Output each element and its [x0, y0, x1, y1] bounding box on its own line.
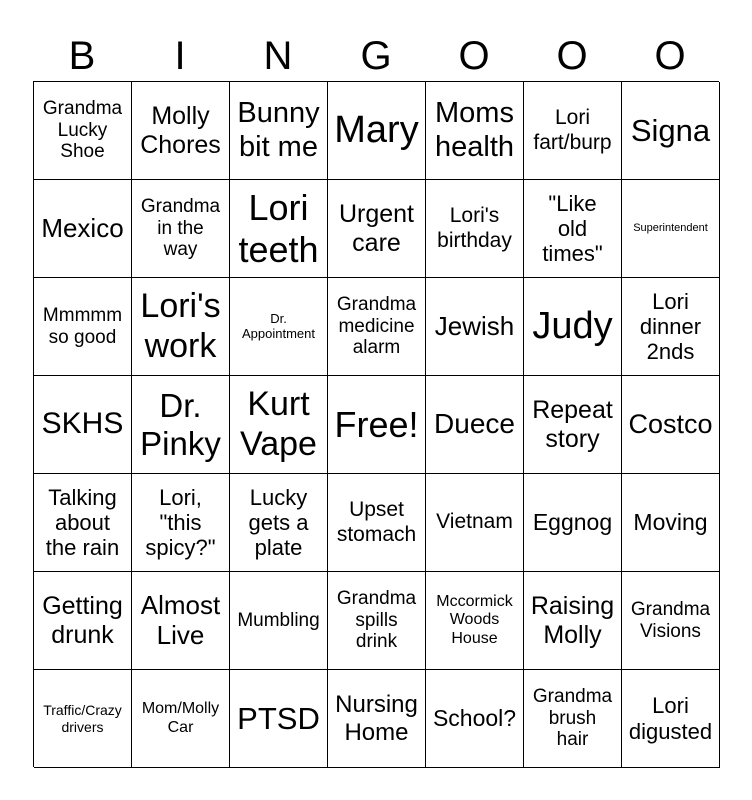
bingo-cell[interactable]: Grandma brush hair — [524, 670, 622, 768]
bingo-cell[interactable]: Grandma medicine alarm — [328, 278, 426, 376]
bingo-cell[interactable]: Raising Molly — [524, 572, 622, 670]
bingo-cell[interactable]: Superintendent — [622, 180, 720, 278]
bingo-cell[interactable]: Dr. Pinky — [132, 376, 230, 474]
bingo-cell[interactable]: Mary — [328, 82, 426, 180]
header-letter-b: B — [68, 34, 96, 78]
bingo-card-grid — [33, 81, 719, 767]
bingo-cell[interactable]: Lori dinner 2nds — [622, 278, 720, 376]
bingo-cell[interactable]: Moving — [622, 474, 720, 572]
bingo-cell[interactable]: Costco — [622, 376, 720, 474]
header-letter-o-2: O — [556, 34, 588, 78]
bingo-cell[interactable]: Dr. Appointment — [230, 278, 328, 376]
header-letter-n: N — [263, 34, 293, 78]
bingo-cell[interactable]: Mmmmm so good — [34, 278, 132, 376]
bingo-cell[interactable]: Eggnog — [524, 474, 622, 572]
bingo-cell[interactable]: Moms health — [426, 82, 524, 180]
bingo-cell[interactable]: Urgent care — [328, 180, 426, 278]
bingo-header — [33, 32, 719, 80]
bingo-cell[interactable]: Vietnam — [426, 474, 524, 572]
bingo-cell[interactable]: Repeat story — [524, 376, 622, 474]
bingo-cell[interactable]: Duece — [426, 376, 524, 474]
bingo-cell[interactable]: SKHS — [34, 376, 132, 474]
bingo-cell[interactable]: Lori, "this spicy?" — [132, 474, 230, 572]
header-letter-o-1: O — [458, 34, 490, 78]
header-letter-g: G — [360, 34, 392, 78]
bingo-cell[interactable]: Lucky gets a plate — [230, 474, 328, 572]
bingo-cell[interactable]: Almost Live — [132, 572, 230, 670]
header-letter-o-3: O — [654, 34, 686, 78]
bingo-cell[interactable]: Lori digusted — [622, 670, 720, 768]
bingo-cell[interactable]: Mccormick Woods House — [426, 572, 524, 670]
bingo-cell[interactable]: Grandma spills drink — [328, 572, 426, 670]
bingo-cell[interactable]: Grandma Lucky Shoe — [34, 82, 132, 180]
bingo-cell[interactable]: Upset stomach — [328, 474, 426, 572]
bingo-cell[interactable]: Nursing Home — [328, 670, 426, 768]
bingo-cell[interactable]: Lori teeth — [230, 180, 328, 278]
bingo-cell[interactable]: Lori's birthday — [426, 180, 524, 278]
bingo-cell[interactable]: PTSD — [230, 670, 328, 768]
header-letter-i: I — [174, 34, 186, 78]
bingo-cell[interactable]: Grandma in the way — [132, 180, 230, 278]
bingo-cell[interactable]: Signa — [622, 82, 720, 180]
bingo-cell[interactable]: Jewish — [426, 278, 524, 376]
bingo-cell[interactable]: Grandma Visions — [622, 572, 720, 670]
bingo-cell[interactable]: Lori's work — [132, 278, 230, 376]
bingo-cell[interactable]: Mom/Molly Car — [132, 670, 230, 768]
bingo-cell[interactable]: Bunny bit me — [230, 82, 328, 180]
bingo-cell[interactable]: School? — [426, 670, 524, 768]
bingo-cell[interactable]: Free! — [328, 376, 426, 474]
bingo-cell[interactable]: Getting drunk — [34, 572, 132, 670]
bingo-cell[interactable]: Talking about the rain — [34, 474, 132, 572]
bingo-cell[interactable]: Traffic/Crazy drivers — [34, 670, 132, 768]
bingo-cell[interactable]: Lori fart/burp — [524, 82, 622, 180]
bingo-cell[interactable]: Kurt Vape — [230, 376, 328, 474]
bingo-cell[interactable]: Molly Chores — [132, 82, 230, 180]
bingo-cell[interactable]: Judy — [524, 278, 622, 376]
bingo-cell[interactable]: "Like old times" — [524, 180, 622, 278]
bingo-cell[interactable]: Mumbling — [230, 572, 328, 670]
bingo-cell[interactable]: Mexico — [34, 180, 132, 278]
